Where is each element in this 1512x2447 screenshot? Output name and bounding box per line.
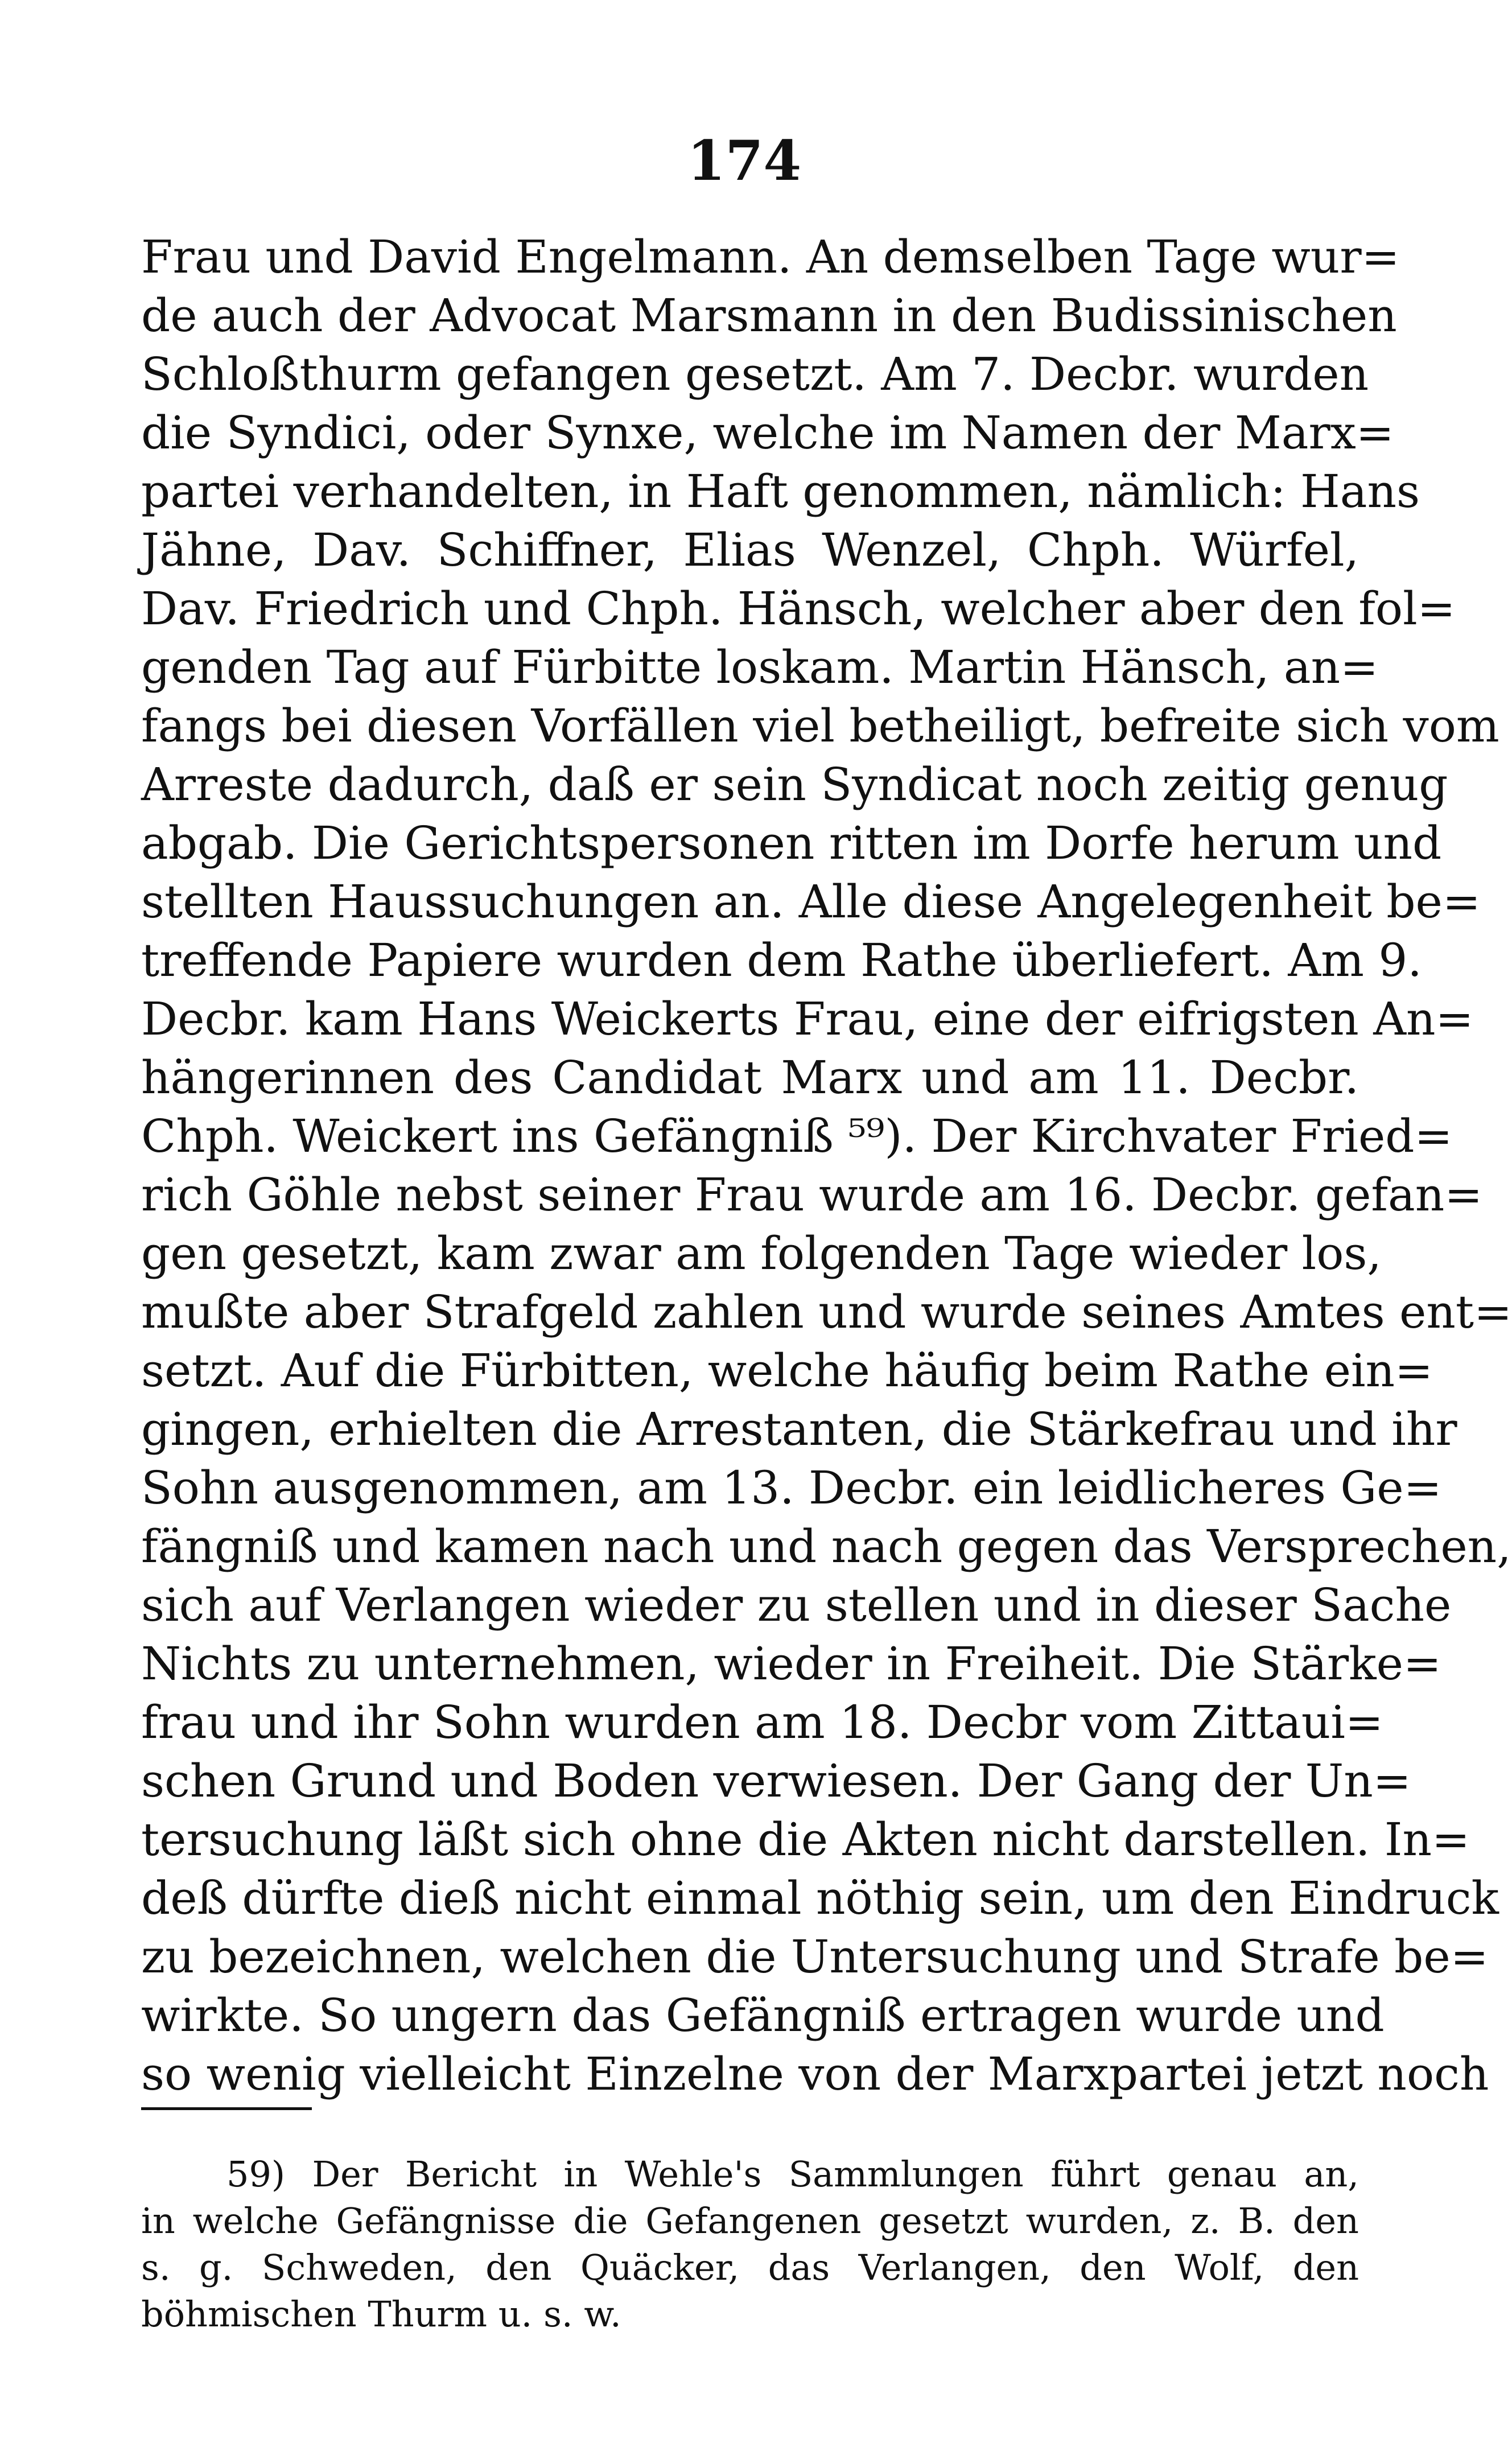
- text-line: tersuchung läßt sich ohne die Akten nicht darstellen. In=: [141, 1813, 1470, 1866]
- text-line: Frau und David Engelmann. An demselben Tage wur=: [141, 230, 1400, 283]
- text-line: sich auf Verlangen wieder zu stellen und in dieser Sache: [141, 1579, 1452, 1632]
- text-line: Sohn ausgenommen, am 13. Decbr. ein leidlicheres Ge=: [141, 1461, 1442, 1514]
- footnote-line: 59) Der Bericht in Wehle's Sammlungen führt genau an,: [226, 2153, 1359, 2195]
- footnote-line: s. g. Schweden, den Quäcker, das Verlangen, den Wolf, den: [141, 2247, 1359, 2288]
- text-line: genden Tag auf Fürbitte loskam. Martin Hänsch, an=: [141, 641, 1379, 694]
- text-line: treffende Papiere wurden dem Rathe überliefert. Am 9.: [141, 934, 1422, 987]
- text-line: Schloßthurm gefangen gesetzt. Am 7. Decbr. wurden: [141, 348, 1369, 401]
- text-line: so wenig vielleicht Einzelne von der Marxpartei jetzt noch: [141, 2048, 1489, 2100]
- text-line: fangs bei diesen Vorfällen viel betheiligt, befreite sich vom: [141, 699, 1499, 752]
- text-line: Decbr. kam Hans Weickerts Frau, eine der eifrigsten An=: [141, 992, 1474, 1045]
- text-line: de auch der Advocat Marsmann in den Budissinischen: [141, 289, 1397, 342]
- text-line: gingen, erhielten die Arrestanten, die Stärkefrau und ihr: [141, 1403, 1457, 1456]
- footnote-line: böhmischen Thurm u. s. w.: [141, 2293, 621, 2335]
- text-line: setzt. Auf die Fürbitten, welche häufig beim Rathe ein=: [141, 1344, 1433, 1397]
- text-line: wirkte. So ungern das Gefängniß ertragen wurde und: [141, 1989, 1385, 2042]
- main-text: [141, 228, 1512, 2103]
- text-line: rich Göhle nebst seiner Frau wurde am 16. Decbr. gefan=: [141, 1168, 1483, 1221]
- text-line: frau und ihr Sohn wurden am 18. Decbr vom Zittaui=: [141, 1696, 1383, 1749]
- text-line: Arreste dadurch, daß er sein Syndicat noch zeitig genug: [141, 758, 1448, 811]
- text-line: Chph. Weickert ins Gefängniß ⁵⁹). Der Kirchvater Fried=: [141, 1110, 1453, 1163]
- footnote: [141, 2151, 1359, 2338]
- text-line: fängniß und kamen nach und nach gegen das Versprechen,: [141, 1520, 1511, 1573]
- text-line: mußte aber Strafgeld zahlen und wurde seines Amtes ent=: [141, 1286, 1512, 1338]
- text-line: stellten Haussuchungen an. Alle diese Angelegenheit be=: [141, 875, 1481, 928]
- footnote-divider: [141, 2107, 312, 2110]
- text-line: zu bezeichnen, welchen die Untersuchung und Strafe be=: [141, 1930, 1489, 1983]
- text-line: Dav. Friedrich und Chph. Hänsch, welcher aber den fol=: [141, 582, 1456, 635]
- text-line: die Syndici, oder Synxe, welche im Namen der Marx=: [141, 406, 1394, 459]
- text-line: deß dürfte dieß nicht einmal nöthig sein, um den Eindruck: [141, 1872, 1499, 1925]
- text-line: partei verhandelten, in Haft genommen, nämlich: Hans: [141, 465, 1420, 518]
- text-line: abgab. Die Gerichtspersonen ritten im Dorfe herum und: [141, 817, 1442, 870]
- text-line: Jähne, Dav. Schiffner, Elias Wenzel, Chph. Würfel,: [141, 524, 1359, 576]
- text-line: schen Grund und Boden verwiesen. Der Gang der Un=: [141, 1754, 1411, 1807]
- text-line: hängerinnen des Candidat Marx und am 11. Decbr.: [141, 1051, 1359, 1104]
- text-line: Nichts zu unternehmen, wieder in Freiheit. Die Stärke=: [141, 1637, 1441, 1690]
- page-number: 174: [687, 129, 802, 193]
- footnote-line: in welche Gefängnisse die Gefangenen gesetzt wurden, z. B. den: [141, 2200, 1359, 2242]
- text-line: gen gesetzt, kam zwar am folgenden Tage wieder los,: [141, 1227, 1382, 1280]
